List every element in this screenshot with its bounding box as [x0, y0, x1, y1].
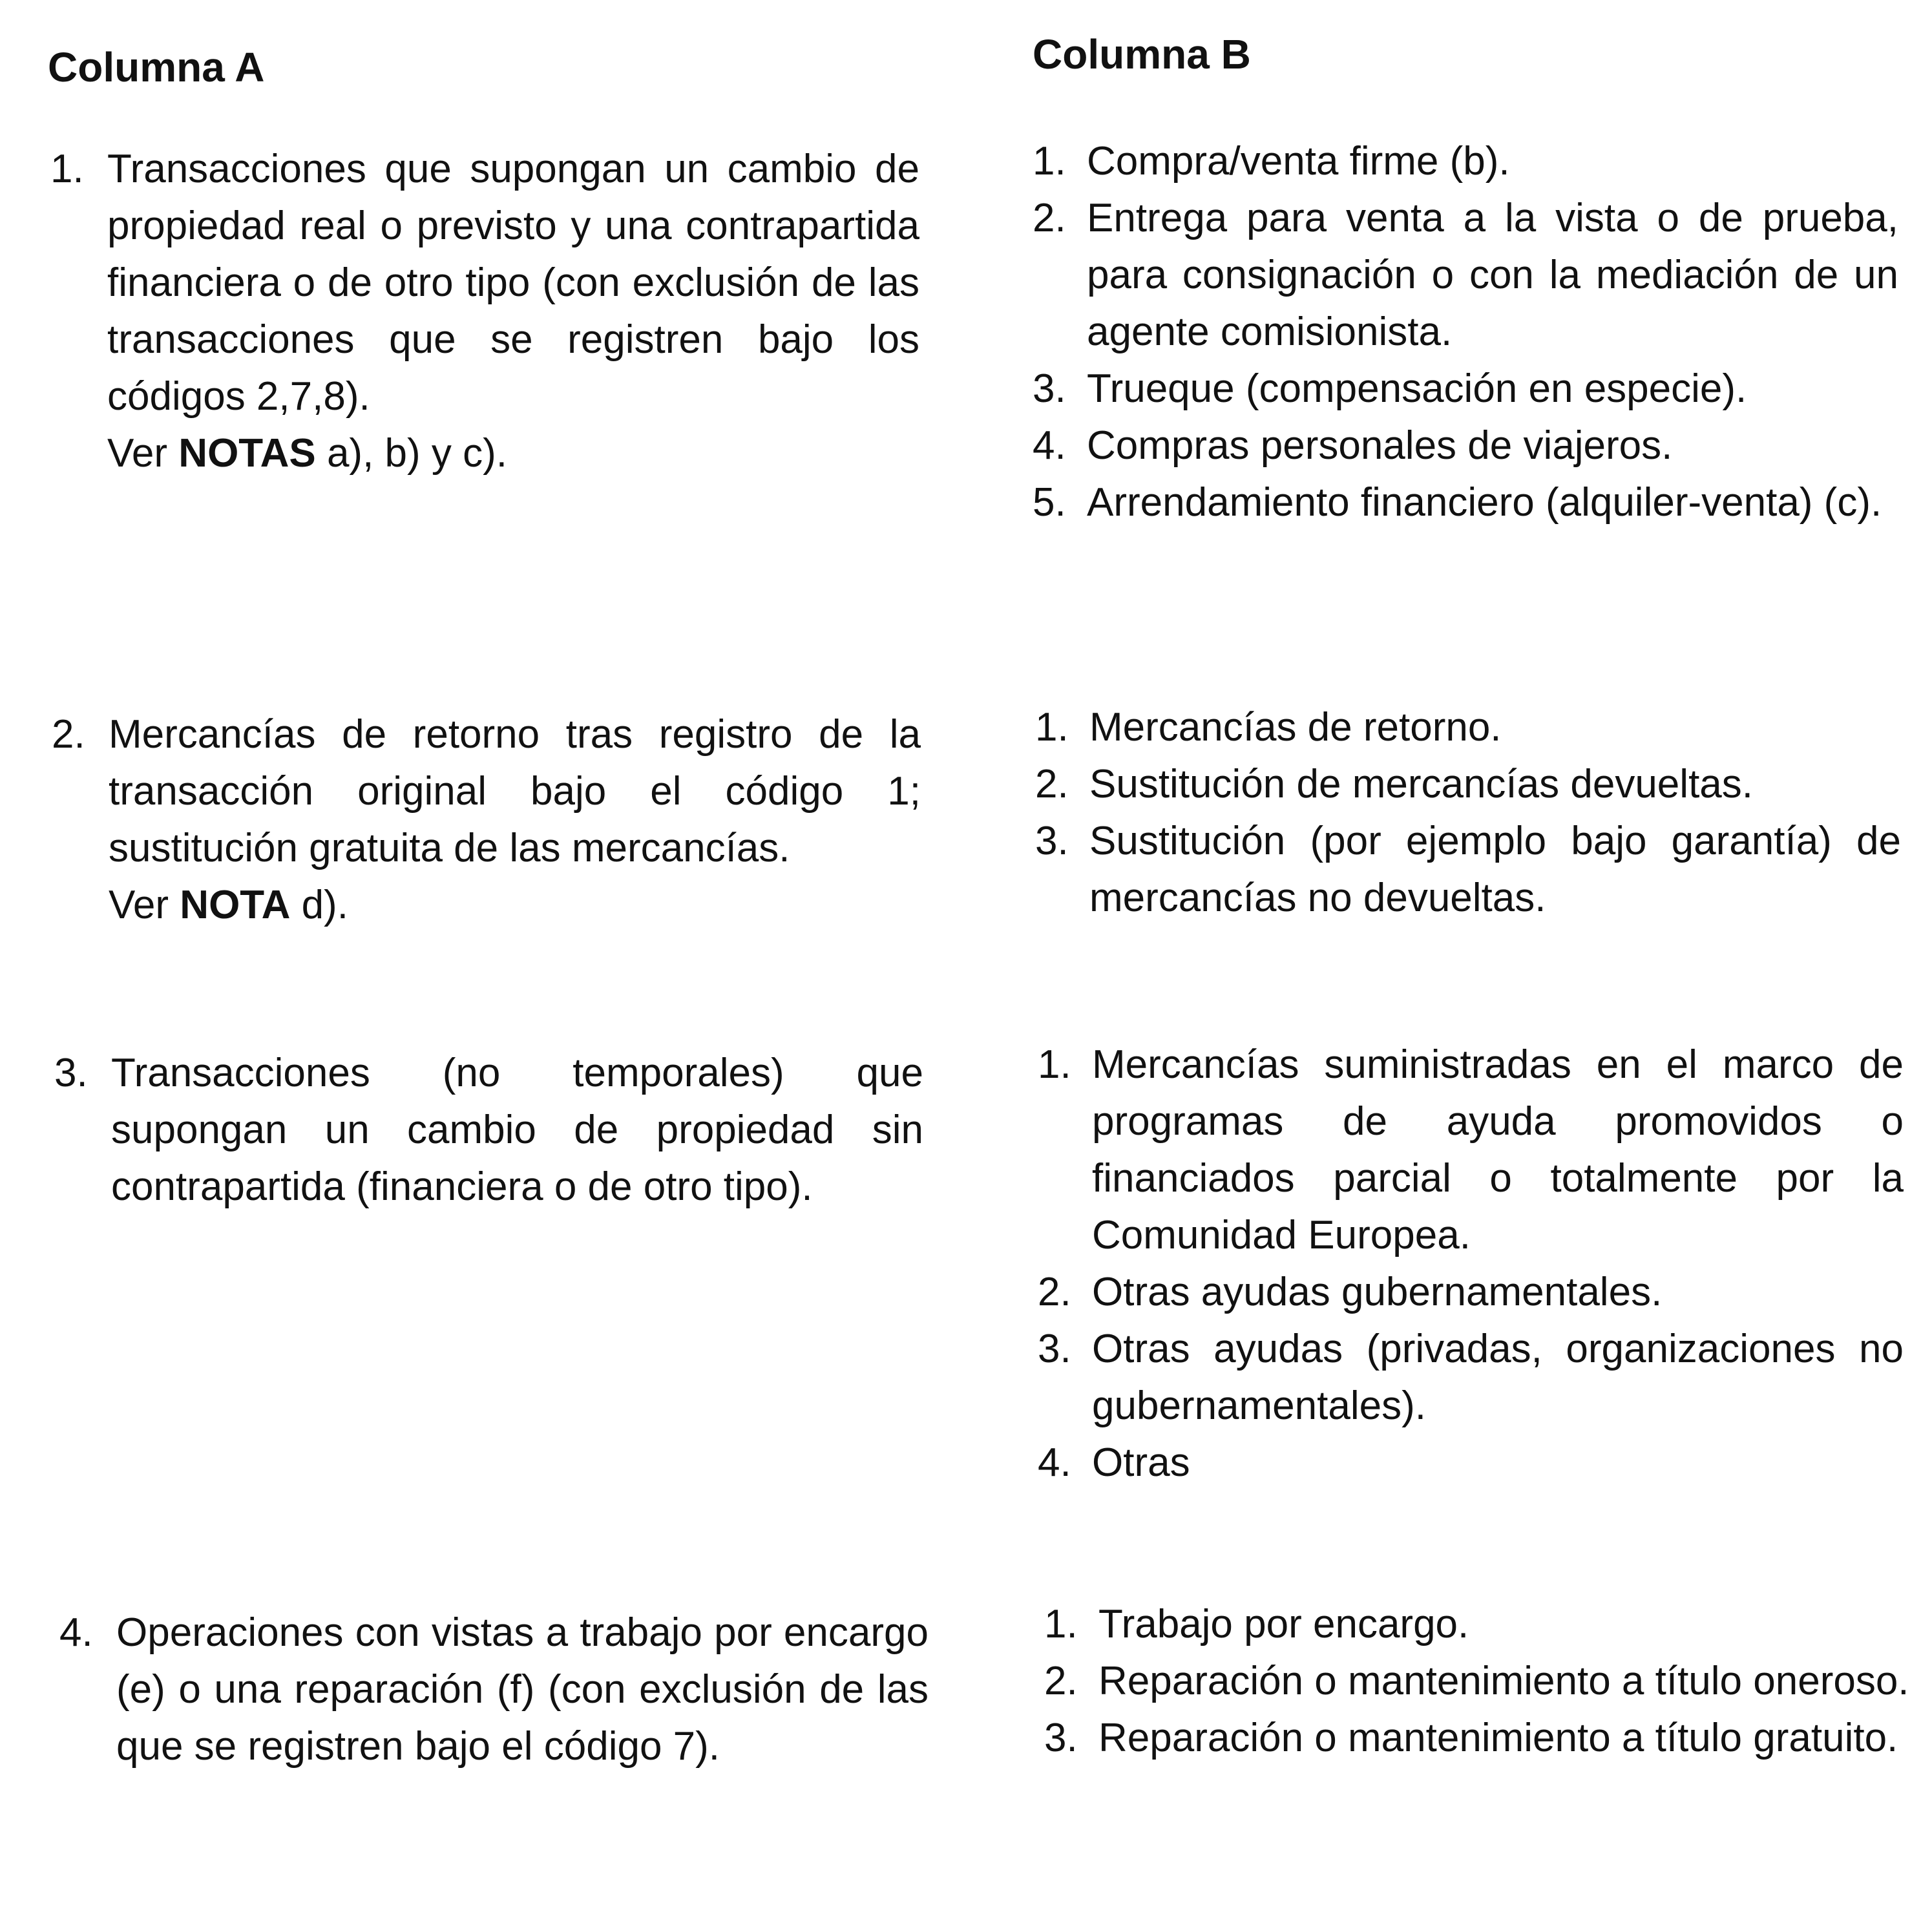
- item-number: 1.: [1038, 1042, 1071, 1087]
- item-number: 3.: [1035, 819, 1069, 863]
- list-item: [1035, 699, 1901, 756]
- list-item: [1033, 133, 1898, 190]
- list-item: [1044, 1596, 1910, 1653]
- item-text: Compra/venta firme (b).: [1087, 139, 1510, 184]
- entry-text: Transacciones que supongan un cambio de propiedad real o previsto y una contrapartida financiera o de otro tipo (con exclusión de las transacciones que se registren bajo los códigos 2,7,8).: [107, 147, 919, 419]
- item-number: 3.: [1038, 1327, 1071, 1371]
- item-number: 2.: [1044, 1659, 1078, 1703]
- list-item: [1038, 1036, 1904, 1264]
- list-item: [1044, 1653, 1910, 1710]
- entry-notes-label: NOTAS: [178, 431, 316, 476]
- item-number: 3.: [1044, 1716, 1078, 1760]
- item-text: Trabajo por encargo.: [1098, 1602, 1469, 1646]
- list-item: [1038, 1435, 1904, 1491]
- entry-number: 4.: [59, 1610, 93, 1655]
- entry-see: Ver: [109, 883, 169, 927]
- entry-text: Mercancías de retorno tras registro de la transacción original bajo el código 1; sustitución gratuita de las mercancías.: [109, 712, 921, 870]
- item-number: 4.: [1038, 1440, 1071, 1485]
- list-item: [1035, 813, 1901, 927]
- entry-notes-label: NOTA: [180, 883, 291, 927]
- column-a-entry-3: [54, 1045, 923, 1215]
- item-number: 5.: [1033, 480, 1066, 525]
- column-b-group-4: [1044, 1596, 1910, 1767]
- column-a-entry-4: [59, 1604, 929, 1775]
- entry-number: 3.: [54, 1051, 88, 1095]
- item-number: 1.: [1033, 139, 1066, 184]
- item-text: Mercancías de retorno.: [1089, 705, 1502, 750]
- item-number: 2.: [1038, 1270, 1071, 1314]
- entry-see: Ver: [107, 431, 168, 476]
- item-number: 1.: [1044, 1602, 1078, 1646]
- list-item: [1033, 190, 1898, 361]
- item-text: Mercancías suministradas en el marco de programas de ayuda promovidos o financiados parcial o totalmente por la Comunidad Europea.: [1092, 1042, 1904, 1257]
- item-text: Otras ayudas (privadas, organizaciones no gubernamentales).: [1092, 1327, 1904, 1428]
- item-text: Sustitución (por ejemplo bajo garantía) de mercancías no devueltas.: [1089, 819, 1901, 920]
- list-item: [1035, 756, 1901, 813]
- list-item: [1033, 361, 1898, 417]
- item-text: Trueque (compensación en especie).: [1087, 366, 1747, 411]
- item-text: Otras: [1092, 1440, 1190, 1485]
- item-text: Reparación o mantenimiento a título gratuito.: [1098, 1716, 1898, 1760]
- item-text: Reparación o mantenimiento a título oneroso.: [1098, 1659, 1909, 1703]
- column-a-entry-2: [52, 706, 921, 934]
- list-item: [1038, 1321, 1904, 1435]
- item-number: 3.: [1033, 366, 1066, 411]
- item-number: 2.: [1033, 196, 1066, 240]
- entry-text: Transacciones (no temporales) que supongan un cambio de propiedad sin contrapartida (financiera o de otro tipo).: [111, 1051, 923, 1209]
- list-item: [1033, 474, 1898, 531]
- item-text: Otras ayudas gubernamentales.: [1092, 1270, 1663, 1314]
- column-b-group-1: [1033, 133, 1898, 531]
- column-a-heading: Columna A: [48, 44, 265, 90]
- item-text: Compras personales de viajeros.: [1087, 423, 1673, 468]
- item-number: 2.: [1035, 762, 1069, 806]
- column-b-group-2: [1035, 699, 1901, 927]
- item-text: Entrega para venta a la vista o de prueba, para consignación o con la mediación de un agente comisionista.: [1087, 196, 1898, 354]
- column-a-entry-1: [50, 141, 919, 482]
- entry-notes-ref: d).: [301, 883, 348, 927]
- entry-number: 2.: [52, 712, 85, 757]
- column-b-heading: Columna B: [1033, 31, 1251, 78]
- entry-text: Operaciones con vistas a trabajo por encargo (e) o una reparación (f) (con exclusión de las que se registren bajo el código 7).: [116, 1610, 929, 1769]
- column-b-group-3: [1038, 1036, 1904, 1491]
- item-text: Arrendamiento financiero (alquiler-venta) (c).: [1087, 480, 1882, 525]
- list-item: [1044, 1710, 1910, 1767]
- item-number: 4.: [1033, 423, 1066, 468]
- list-item: [1038, 1264, 1904, 1321]
- entry-notes-ref: a), b) y c).: [326, 431, 507, 476]
- item-text: Sustitución de mercancías devueltas.: [1089, 762, 1753, 806]
- item-number: 1.: [1035, 705, 1069, 750]
- entry-number: 1.: [50, 147, 84, 191]
- list-item: [1033, 417, 1898, 474]
